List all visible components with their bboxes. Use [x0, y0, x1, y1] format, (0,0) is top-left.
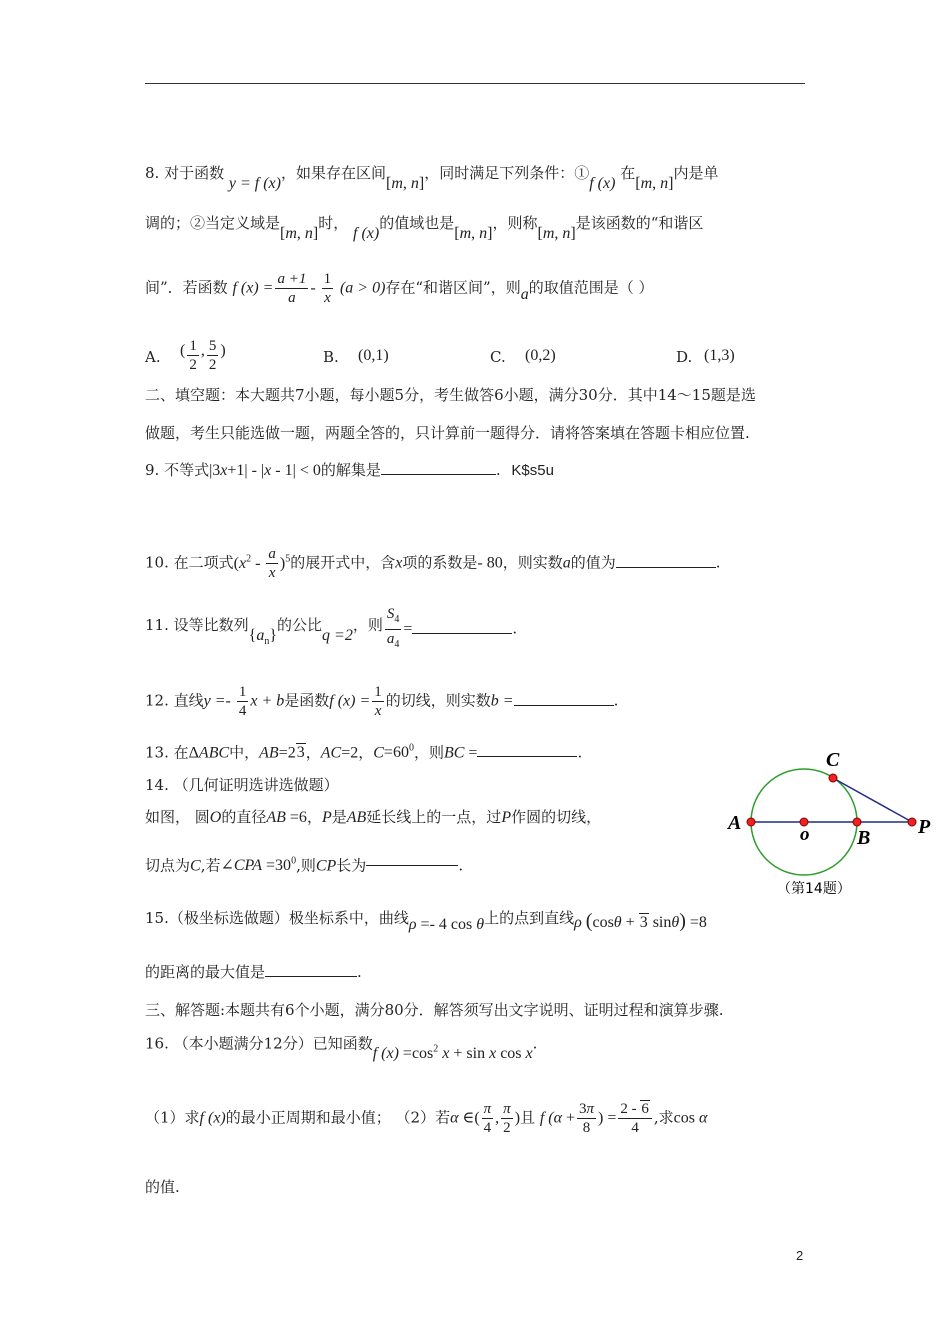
- q14-line3: 切点为C,若∠CPA $=30^0$,则CP长为 .: [145, 852, 463, 876]
- line-cp: [833, 778, 912, 822]
- section3-line1: 三、解答题:本题共有6个小题，满分80分．解答须写出文字说明、证明过程和演算步骤.: [145, 1001, 724, 1019]
- figure-caption: （第14题）: [777, 881, 851, 897]
- q15-line2: 的距离的最大值是 .: [145, 963, 362, 981]
- label-c: C: [826, 749, 840, 771]
- page-number: 2: [796, 1248, 804, 1263]
- formula-y-fx: y = f (x): [228, 175, 281, 192]
- q11: 11. 设等比数列$\{a_n\}$的公比q =2，则 $\frac{S_4}{a_4}$ = .: [145, 606, 518, 650]
- label-b: B: [857, 827, 871, 849]
- q8-line2: 调的；②当定义域是[m, n]时， f (x)的值域也是[m, n]，则称[m, n]是该函数的“和谐区: [145, 214, 704, 242]
- q14-figure: [720, 740, 945, 900]
- q14-line1: 14. （几何证明选讲选做题）: [145, 776, 339, 794]
- point-p: [908, 818, 916, 826]
- point-a: [747, 818, 755, 826]
- q16-line2: （1）求f (x)的最小正周期和最小值； （2）若α ∈( $\frac{\pi}{4}$ , $\frac{\pi}{2}$ )且 f (α + $\frac{3\pi}{8}$ ) = $\frac{2 - 6}{4}$ ,求cos α: [145, 1101, 708, 1136]
- section2-line1: 二、填空题：本大题共7小题，每小题5分，考生做答6小题，满分30分．其中14～15题是选: [145, 386, 756, 404]
- q16-line1: 16. （本小题满分12分）已知函数f $(x) =\cos^2$ x + sin x cos x.: [145, 1034, 538, 1063]
- q15-line1: 15.（极坐标选做题）极坐标系中，曲线ρ =- 4 cos θ上的点到直线ρ (cosθ + 3 sinθ) =8: [145, 909, 707, 933]
- label-p: P: [918, 816, 931, 838]
- q10: 10. 在二项式($x^2$ - $\frac{a}{x}$ )$^5$的展开式中，含x项的系数是- 80，则实数a的值为 .: [145, 546, 721, 581]
- q12: 12. 直线y =- $\frac{1}{4}$ x + b是函数f (x) = $\frac{1}{x}$ 的切线，则实数b = .: [145, 684, 619, 719]
- q8-line3: 间”．若函数 f (x) = $\frac{a +1}{a}$ - $\frac{1}{x}$ (a > 0)存在“和谐区间”，则a的取值范围是（ ）: [145, 271, 654, 306]
- q14-line2: 如图， 圆O的直径AB =6，P是AB延长线上的一点，过P作圆的切线，: [145, 808, 602, 826]
- q8-line1: 8. 对于函数 y = f (x)，如果存在区间[m, n]，同时满足下列条件：①f (x) 在[m, n]内是单: [145, 164, 719, 192]
- point-b: [853, 818, 861, 826]
- label-o: o: [800, 824, 810, 845]
- q13: 13. 在ΔABC中，AB=23，AC=2，$C=60^0$，则BC = .: [145, 743, 583, 762]
- q9: 9. 不等式|3x+1| - |x - 1| < 0的解集是 . K$s5u: [145, 461, 554, 479]
- label-a: A: [728, 812, 742, 834]
- q16-line3: 的值.: [145, 1178, 180, 1196]
- section2-line2: 做题，考生只能选做一题，两题全答的，只计算前一题得分．请将答案填在答题卡相应位置.: [145, 424, 750, 442]
- header-rule: [145, 83, 805, 84]
- point-c: [829, 774, 837, 782]
